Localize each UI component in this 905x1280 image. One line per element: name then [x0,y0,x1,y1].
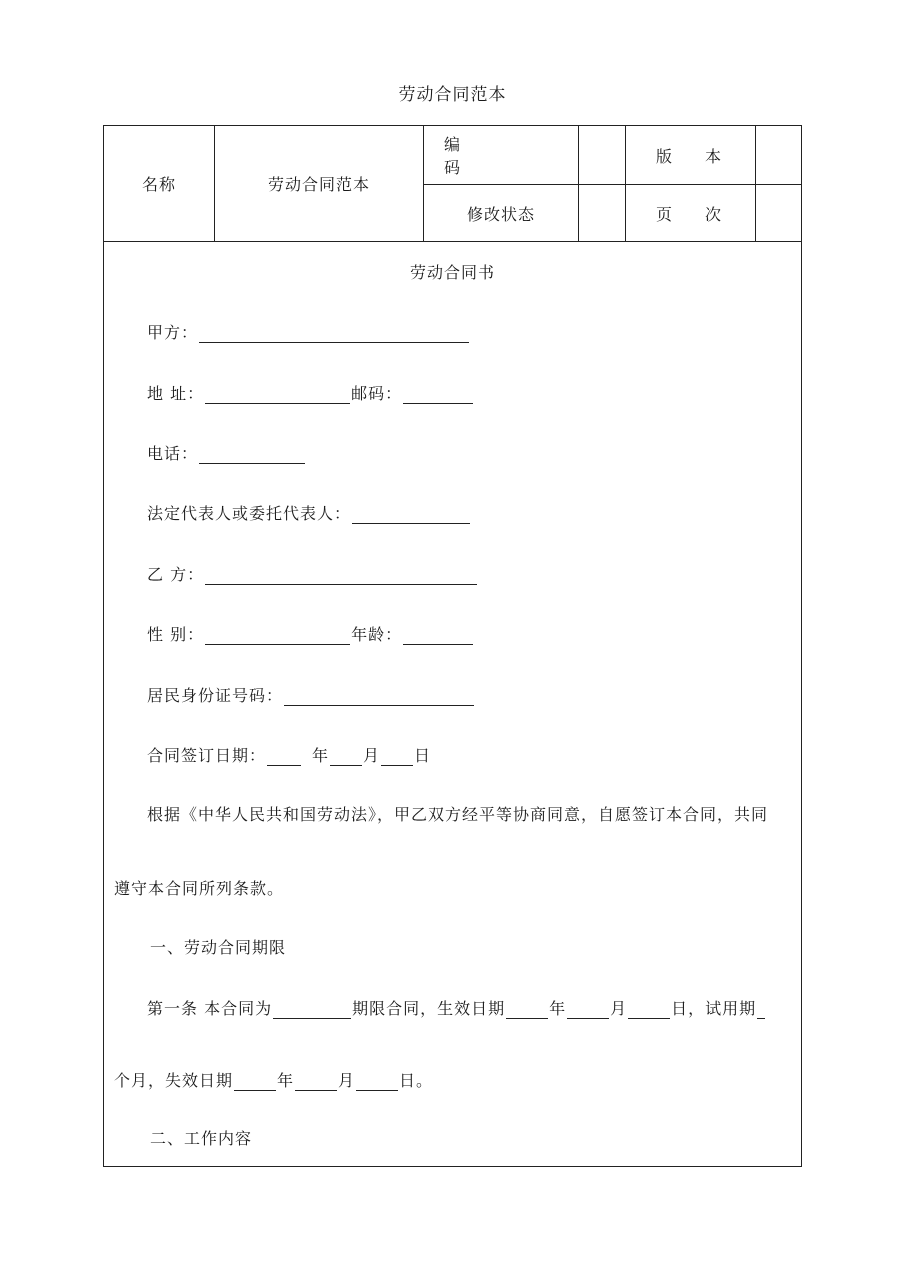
id-number-label: 居民身份证号码： [147,686,284,705]
effective-month-label: 月 [610,999,628,1018]
expiry-month-label: 月 [338,1071,356,1090]
legal-rep-field[interactable] [352,507,470,524]
id-number-line [147,683,475,706]
status-value-cell [579,185,625,241]
expiry-month-field[interactable] [295,1074,337,1091]
page-title: 劳动合同范本 [398,85,507,105]
address-line [147,381,474,404]
sign-date-label: 合同签订日期： [147,746,267,765]
sign-month-field[interactable] [330,749,362,766]
party-b-label: 乙 方： [147,565,205,584]
sign-year-label: 年 [312,746,330,765]
address-field[interactable] [205,387,350,404]
party-a-field[interactable] [199,326,469,343]
gender-label: 性 别： [147,625,205,644]
phone-field[interactable] [199,447,305,464]
article1-part2: 期限合同，生效日期 [352,999,506,1018]
header-bottom-border [103,241,802,242]
status-label: 修改状态 [466,204,535,224]
age-label: 年龄： [351,625,403,644]
contract-heading: 劳动合同书 [409,263,495,282]
name-value: 劳动合同范本 [267,175,370,194]
party-a-line [147,320,470,343]
effective-year-field[interactable] [506,1002,548,1019]
article1-part3: 日，试用期 [671,999,757,1018]
effective-month-field[interactable] [567,1002,609,1019]
effective-day-field[interactable] [628,1002,670,1019]
intro-paragraph-line2: 遵守本合同所列条款。 [114,879,285,898]
article1-line2 [114,1068,433,1091]
code-label: 编 码 [444,135,501,177]
expiry-year-field[interactable] [234,1074,276,1091]
probation-field[interactable] [757,1002,765,1019]
postcode-field[interactable] [403,387,473,404]
sign-day-label: 日 [414,746,432,765]
legal-rep-line [147,501,471,524]
code-value-cell [579,126,625,184]
party-a-label: 甲方： [147,323,199,342]
gender-line [147,622,474,645]
phone-label: 电话： [147,444,199,463]
version-label: 版 本 [655,146,736,166]
sign-month-label: 月 [363,746,381,765]
pages-label: 页 次 [655,204,736,224]
article1-part1: 第一条 本合同为 [147,999,273,1018]
article1-line1 [147,996,766,1019]
version-value-cell [756,126,801,184]
phone-line [147,441,306,464]
legal-rep-label: 法定代表人或委托代表人： [147,504,352,523]
party-b-line [147,562,478,585]
sign-year-field[interactable] [267,749,301,766]
section2-title: 二、工作内容 [150,1129,253,1148]
age-field[interactable] [403,628,473,645]
name-label: 名称 [141,175,176,194]
address-label: 地 址： [147,384,205,403]
article1-line2-part1: 个月，失效日期 [114,1071,234,1090]
intro-paragraph-line1: 根据《中华人民共和国劳动法》，甲乙双方经平等协商同意，自愿签订本合同，共同 [147,805,769,824]
article1-line2-end: 日。 [399,1071,434,1090]
sign-day-field[interactable] [381,749,413,766]
pages-value-cell [756,185,801,241]
party-b-field[interactable] [205,568,477,585]
id-number-field[interactable] [284,689,474,706]
expiry-day-field[interactable] [356,1074,398,1091]
postcode-label: 邮码： [351,384,403,403]
section1-title: 一、劳动合同期限 [150,938,287,957]
expiry-year-label: 年 [277,1071,295,1090]
effective-year-label: 年 [549,999,567,1018]
gender-field[interactable] [205,628,350,645]
contract-term-field[interactable] [273,1002,351,1019]
sign-date-line [147,743,431,766]
